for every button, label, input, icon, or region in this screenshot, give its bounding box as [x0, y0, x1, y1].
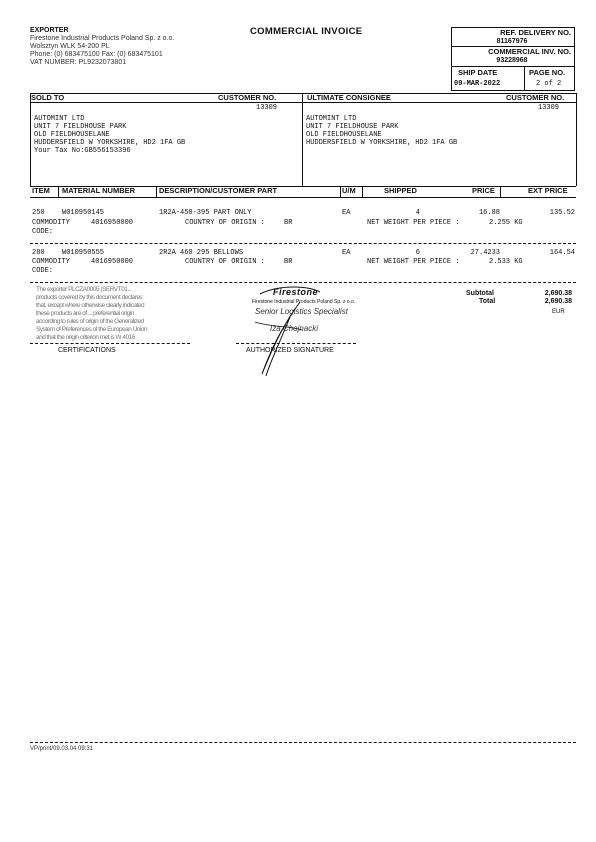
col-ext-price: EXT PRICE — [528, 186, 568, 195]
signature-name: Iza Chojnacki — [270, 324, 319, 333]
page-no-label: PAGE NO. — [529, 68, 566, 77]
consignee-line: HUDDERSFIELD W YORKSHIRE, HD2 1FA GB — [306, 139, 458, 147]
col-price: PRICE — [472, 186, 495, 195]
row-material: W010950555 — [62, 249, 105, 257]
row-item: 250 — [32, 209, 45, 217]
sold-to-line: UNIT 7 FIELDHOUSE PARK — [34, 123, 127, 131]
delivery-value: 81167976 — [496, 38, 528, 45]
sold-to-line: AUTOMINT LTD — [34, 115, 85, 123]
invoice-value: 93228968 — [496, 57, 528, 64]
sold-to-line: OLD FIELDHOUSELANE — [34, 131, 110, 139]
certification-line: these products are of ... preferential origin — [36, 310, 134, 317]
certification-line: products covered by this document declares — [36, 294, 143, 301]
certification-line: The exporter PLCZA0005 (SERVT01... — [36, 286, 132, 293]
col-material: MATERIAL NUMBER — [62, 186, 136, 195]
consignee-line: UNIT 7 FIELDHOUSE PARK — [306, 123, 399, 131]
row-commodity-label: COMMODITY — [32, 258, 70, 266]
row-commodity-label: COMMODITY — [32, 219, 70, 227]
row-origin-label: COUNTRY OF ORIGIN : — [185, 258, 265, 266]
exporter-line: VAT NUMBER: PL9232073801 — [30, 59, 127, 66]
page-no-value: 2 of 2 — [536, 80, 562, 88]
sold-to-label: SOLD TO — [31, 93, 65, 102]
sold-to-line: HUDDERSFIELD W YORKSHIRE, HD2 1FA GB — [34, 139, 186, 147]
authorized-signature-label: AUTHORIZED SIGNATURE — [246, 347, 334, 354]
invoice-label: COMMERCIAL INV. NO. — [488, 47, 571, 56]
ship-date-value: 09-MAR-2022 — [454, 80, 501, 88]
consignee-customer-no: 13309 — [538, 104, 560, 112]
row-um: EA — [342, 249, 351, 257]
row-price: 16.88 — [478, 209, 500, 217]
row-price: 27.4233 — [470, 249, 500, 257]
row-weight-label: NET WEIGHT PER PIECE : — [367, 219, 460, 227]
signature-company-sub: Firestone Industrial Products Poland Sp. z o.o. — [252, 299, 356, 305]
row-material: W010950145 — [62, 209, 105, 217]
row-origin-label: COUNTRY OF ORIGIN : — [185, 219, 265, 227]
certification-line: according to rules of origin of the Generalized — [36, 318, 144, 325]
row-description: 2R2A 460 295 BELLOWS — [159, 249, 244, 257]
row-shipped: 4 — [415, 209, 420, 217]
total-value: 2,690.38 — [544, 298, 572, 305]
consignee-line: AUTOMINT LTD — [306, 115, 357, 123]
document-title: COMMERCIAL INVOICE — [250, 26, 363, 37]
subtotal-label: Subtotal — [466, 290, 494, 297]
signature-title: Senior Logistics Specialist — [255, 307, 348, 316]
total-label: Total — [479, 298, 496, 305]
col-item: ITEM — [32, 186, 50, 195]
row-description: 1R2A-450-395 PART ONLY — [159, 209, 252, 217]
row-code-label: CODE: — [32, 228, 54, 236]
signature-scribble-icon — [240, 282, 360, 382]
footer-stamp: VP/print/09.03.04 09:31 — [30, 746, 94, 752]
ship-date-label: SHIP DATE — [458, 68, 498, 77]
row-weight: 2.533 KG — [489, 258, 523, 266]
row-weight: 2.255 KG — [489, 219, 523, 227]
row-code-label: CODE: — [32, 267, 54, 275]
col-shipped: SHIPPED — [384, 186, 417, 195]
sold-to-customer-no: 13309 — [256, 104, 278, 112]
signature-company: Firestone — [273, 287, 319, 297]
certification-line: System of Preferences of the European Union — [36, 326, 148, 333]
consignee-customer-label: CUSTOMER NO. — [506, 93, 565, 102]
row-um: EA — [342, 209, 351, 217]
exporter-heading: EXPORTER — [30, 27, 69, 34]
currency: EUR — [552, 309, 565, 315]
row-origin: BR — [284, 258, 293, 266]
subtotal-value: 2,690.38 — [544, 290, 572, 297]
row-ext-price: 135.52 — [549, 209, 575, 217]
row-commodity: 4016950000 — [91, 258, 134, 266]
exporter-line: Phone: (0) 683475100 Fax: (0) 683475101 — [30, 51, 163, 58]
delivery-label: REF. DELIVERY NO. — [500, 28, 571, 37]
certification-line: that, except where otherwise clearly indicated — [36, 302, 145, 309]
row-item: 280 — [32, 249, 45, 257]
col-um: U/M — [342, 186, 356, 195]
sold-to-customer-label: CUSTOMER NO. — [218, 93, 277, 102]
certification-line: and that the origin criterion met is W 4016 — [36, 334, 135, 341]
consignee-line: OLD FIELDHOUSELANE — [306, 131, 382, 139]
row-weight-label: NET WEIGHT PER PIECE : — [367, 258, 460, 266]
certifications-label: CERTIFICATIONS — [58, 347, 116, 354]
row-origin: BR — [284, 219, 293, 227]
row-ext-price: 164.54 — [549, 249, 575, 257]
consignee-label: ULTIMATE CONSIGNEE — [307, 93, 391, 102]
col-description: DESCRIPTION/CUSTOMER PART — [159, 186, 278, 195]
exporter-line: Wolsztyn WLK 54-200 PL — [30, 43, 110, 50]
row-shipped: 6 — [415, 249, 420, 257]
exporter-line: Firestone Industrial Products Poland Sp. z o.o. — [30, 35, 175, 42]
row-commodity: 4016950000 — [91, 219, 134, 227]
sold-to-tax-no: Your Tax No:GB556153396 — [34, 147, 131, 155]
